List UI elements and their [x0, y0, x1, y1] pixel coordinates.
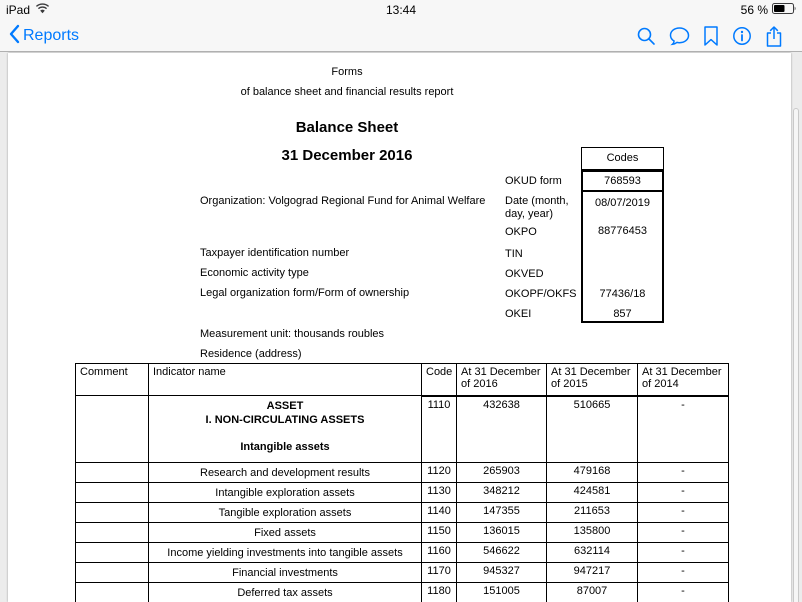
header-2015: At 31 December of 2015	[547, 364, 638, 396]
doc-title: Balance Sheet	[295, 119, 399, 136]
section-2016: 432638	[457, 396, 547, 463]
section-2014: -	[638, 396, 729, 463]
bookmark-icon[interactable]	[702, 25, 720, 47]
okei-value: 857	[613, 308, 632, 320]
table-row: Financial investments 1170 945327 947217 -	[76, 563, 729, 583]
okei-label: OKEI	[505, 308, 532, 320]
doc-date: 31 December 2016	[281, 147, 413, 164]
economic-activity-label: Economic activity type	[200, 267, 309, 279]
codes-box	[581, 170, 664, 323]
header-code: Code	[422, 364, 457, 396]
chevron-left-icon	[8, 24, 20, 49]
okud-value: 768593	[583, 172, 662, 192]
table-section-row	[76, 396, 729, 463]
table-row: Income yielding investments into tangible assets 1160 546622 632114 -	[76, 543, 729, 563]
doc-header-forms: Forms	[331, 66, 363, 78]
document-viewer	[0, 52, 802, 602]
table-row: Fixed assets 1150 136015 135800 -	[76, 523, 729, 543]
search-icon[interactable]	[635, 25, 657, 47]
comment-icon[interactable]	[668, 25, 691, 47]
share-icon[interactable]	[764, 25, 784, 48]
organization-label: Organization: Volgograd Regional Fund for Animal Welfare	[200, 195, 486, 207]
back-label: Reports	[23, 27, 80, 44]
date-field-label: Date (month, day, year)	[505, 195, 569, 220]
measurement-unit-label: Measurement unit: thousands roubles	[200, 328, 385, 340]
battery-percent-label: 56 %	[740, 3, 768, 17]
clock: 13:44	[385, 3, 417, 17]
table-row: Tangible exploration assets 1140 147355 211653 -	[76, 503, 729, 523]
device-label: iPad	[6, 3, 31, 17]
okpo-value: 88776453	[598, 225, 647, 237]
okopf-okfs-label: OKOPF/OKFS	[505, 288, 577, 300]
header-indicator-name: Indicator name	[149, 364, 422, 396]
balance-sheet-table	[75, 363, 729, 602]
nav-bar	[0, 20, 802, 52]
header-comment: Comment	[76, 364, 149, 396]
header-2016: At 31 December of 2016	[457, 364, 547, 396]
table-row: Deferred tax assets 1180 151005 87007 -	[76, 583, 729, 602]
okopf-okfs-value: 77436/18	[599, 288, 646, 300]
table-row: Research and development results 1120 265903 479168 -	[76, 463, 729, 483]
okved-label: OKVED	[505, 268, 544, 280]
table-row: Intangible exploration assets 1130 348212 424581 -	[76, 483, 729, 503]
codes-header-cell: Codes	[581, 147, 664, 170]
section-title-cell: ASSET I. NON-CIRCULATING ASSETS Intangible assets	[149, 396, 422, 463]
info-icon[interactable]	[731, 25, 753, 47]
table-header-row	[76, 364, 729, 396]
section-2015: 510665	[547, 396, 638, 463]
doc-header-subtitle: of balance sheet and financial results report	[240, 86, 454, 98]
date-value: 08/07/2019	[594, 197, 651, 209]
status-bar	[0, 0, 802, 20]
okpo-label: OKPO	[505, 226, 537, 238]
legal-form-label: Legal organization form/Form of ownership	[200, 287, 410, 299]
section-code: 1110	[422, 396, 457, 463]
okud-label: OKUD form	[505, 175, 562, 187]
back-button[interactable]	[8, 25, 79, 47]
residence-label: Residence (address)	[200, 348, 302, 360]
taxpayer-label: Taxpayer identification number	[200, 247, 350, 259]
scrollbar[interactable]	[793, 108, 799, 602]
tin-label: TIN	[505, 248, 523, 260]
battery-icon	[772, 3, 797, 17]
header-2014: At 31 December of 2014	[638, 364, 729, 396]
document-page	[8, 53, 791, 602]
